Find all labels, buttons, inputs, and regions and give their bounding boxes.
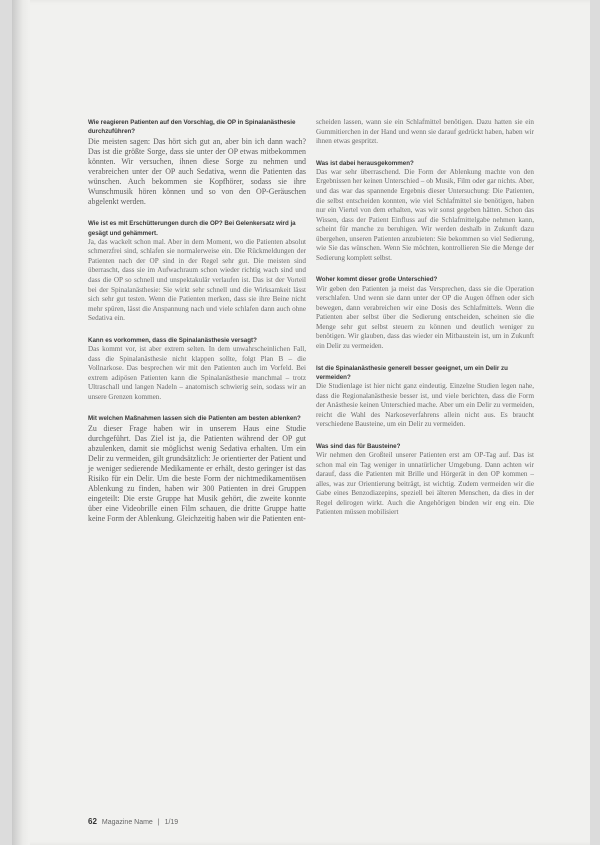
answer-paragraph: Das war sehr überraschend. Die Form der Ablenkung machte von den Ergebnissen her keinen Unterschied – ob Musik, Film oder gar nichts. Aber, und das war das spannende Ergebnis dieser Untersuchung: Die Patienten, die selbst entscheiden konnten, wie viel Schlafmittel sie benötigen, haben nur ein Viertel von dem erhalten, was wir sonst gegeben hätten. Schon das Wissen, dass der Patient Einfluss auf die Schlafmittelgabe nehmen kann, scheint für manche zu beruhigen. Wir werden deshalb in Zukunft dazu übergehen, unseren Patienten anzubieten: Sie bekommen so viel Sedierung, wie Sie das wünschen. Wenn Sie möchten, kontrollieren Sie die Menge der Sedierung komplett selbst.: [316, 167, 534, 262]
question-heading: Mit welchen Maßnahmen lassen sich die Patienten am besten ablenken?: [88, 415, 301, 423]
question-heading: Woher kommt dieser große Unterschied?: [316, 276, 438, 284]
page-spine-shadow: [12, 0, 30, 845]
page-footer: [88, 817, 178, 826]
magazine-page: [12, 0, 590, 845]
continued-paragraph: scheiden lassen, wann sie ein Schlafmittel benötigen. Dazu hatten sie ein Gummitierchen in der Hand und wenn sie darauf gedrückt haben, haben wir ihnen etwas gespritzt.: [316, 118, 534, 146]
answer-paragraph: Ja, das wackelt schon mal. Aber in dem Moment, wo die Patienten absolut schmerzfrei sind, schlafen sie normalerweise ein. Die Rückmeldungen der Patienten nach der OP sind in der Regel sehr gut. Die meisten sind überrascht, dass sie im Aufwachraum schon wieder richtig wach sind und dass die OP so schnell und unspektakulär verlaufen ist. Das ist der Vorteil bei der Spinalanästhesie: Sie wirkt sehr schnell und die Wirksamkeit lässt sich sehr gut testen. Wenn die Patienten merken, dass sie ihre Beine nicht mehr spüren, lässt die Anspannung nach und viele schlafen dann auch ohne Sedativa ein.: [88, 237, 306, 323]
page-number: 62: [88, 817, 97, 826]
answer-paragraph: Zu dieser Frage haben wir in unserem Haus eine Studie durchgeführt. Das Ziel ist ja, die Patienten während der OP gut abzulenken, damit sie möglichst wenig Sedativa erhalten. Um ein Delir zu vermeiden, gilt grundsätzlich: Je orientierter der Patient und je weniger sedierende Medikamente er erhält, desto geringer ist das Risiko für ein Delir. Um die beste Form der nichtmedikamentösen Ablenkung zu finden, haben wir 300 Patienten in drei Gruppen eingeteilt: Die erste Gruppe hat Musik gehört, die zweite konnte über eine Videobrille einen Film schauen, die dritte Gruppe hatte keine Form der Ablenkung. Gleichzeitig haben wir die Patienten ent-: [88, 423, 306, 524]
right-column: [316, 118, 534, 530]
issue-number: 1/19: [164, 819, 179, 826]
answer-paragraph: Wir nehmen den Großteil unserer Patienten erst am OP-Tag auf. Das ist schon mal ein Tag weniger in unnatürlicher Umgebung. Dann achten wir darauf, dass die Patienten mit Brille und Hörgerät in den OP kommen – alles, was zur Orientierung beiträgt, ist wichtig. Zudem vermeiden wir die Gabe eines Benzodiazepins, speziell bei älteren Menschen, da dies in der Regel delirogen wirkt. Auch die Angehörigen binden wir eng ein. Die Patienten müssen mobilisiert: [316, 451, 534, 517]
left-column: [88, 118, 306, 537]
question-heading: Wie ist es mit Erschütterungen durch die OP? Bei Gelenkersatz wird ja gesägt und gehämmert.: [88, 220, 296, 237]
answer-paragraph: Die Studienlage ist hier nicht ganz eindeutig. Einzelne Studien legen nahe, dass die Regionalanästhesie besser ist, und viele berichten, dass die Form der Anästhesie keinen Unterschied mache. Aber um ein Delir zu vermeiden, reicht die Wahl des Narkoseverfahrens allein nicht aus. Es braucht verschiedene Bausteine, um ein Delir zu vermeiden.: [316, 382, 534, 429]
footer-separator: |: [157, 819, 160, 826]
question-heading: Kann es vorkommen, dass die Spinalanästhesie versagt?: [88, 336, 257, 344]
question-heading: Was sind das für Bausteine?: [316, 442, 401, 450]
answer-paragraph: Wir geben den Patienten ja meist das Versprechen, dass sie die Operation verschlafen. Und wenn sie dann unter der OP die Augen öffnen oder sich bewegen, dann verabreichen wir eine Dosis des Schlafmittels. Wenn die Patienten aber selbst über die Sedierung entscheiden, scheinen sie die Menge sehr gut selbst steuern zu können und deutlich weniger zu benötigen. Wir glauben, dass das wieder ein Mitbaustein ist, um in Zukunft ein Delir zu vermeiden.: [316, 284, 534, 350]
question-heading: Wie reagieren Patienten auf den Vorschlag, die OP in Spinalanästhesie durchzuführen?: [88, 119, 296, 136]
question-heading: Ist die Spinalanästhesie generell besser geeignet, um ein Delir zu vermeiden?: [316, 364, 508, 381]
question-heading: Was ist dabei herausgekommen?: [316, 159, 414, 167]
answer-paragraph: Die meisten sagen: Das hört sich gut an, aber bin ich dann wach? Das ist die größte Sorge, dass sie unter der OP etwas mitbekommen könnten. Wir versuchen, ihnen diese Sorge zu nehmen und verabreichen unter der OP auch Sedativa, wenn die Patienten das wünschen. Auch bekommen sie Kopfhörer, sodass sie ihre Wunschmusik hören können und so von den OP-Geräuschen abgelenkt werden.: [88, 136, 306, 207]
answer-paragraph: Das kommt vor, ist aber extrem selten. In dem unwahrscheinlichen Fall, dass die Spinalanästhesie nicht klappen sollte, folgt Plan B – die Vollnarkose. Das besprechen wir mit den Patienten auch im Vorfeld. Bei extrem adipösen Patienten kann die Spinalanästhesie manchmal – trotz Ultraschall und langen Nadeln – anatomisch schwierig sein, sodass wir an unsere Grenzen kommen.: [88, 345, 306, 401]
magazine-name: Magazine Name: [101, 819, 153, 826]
